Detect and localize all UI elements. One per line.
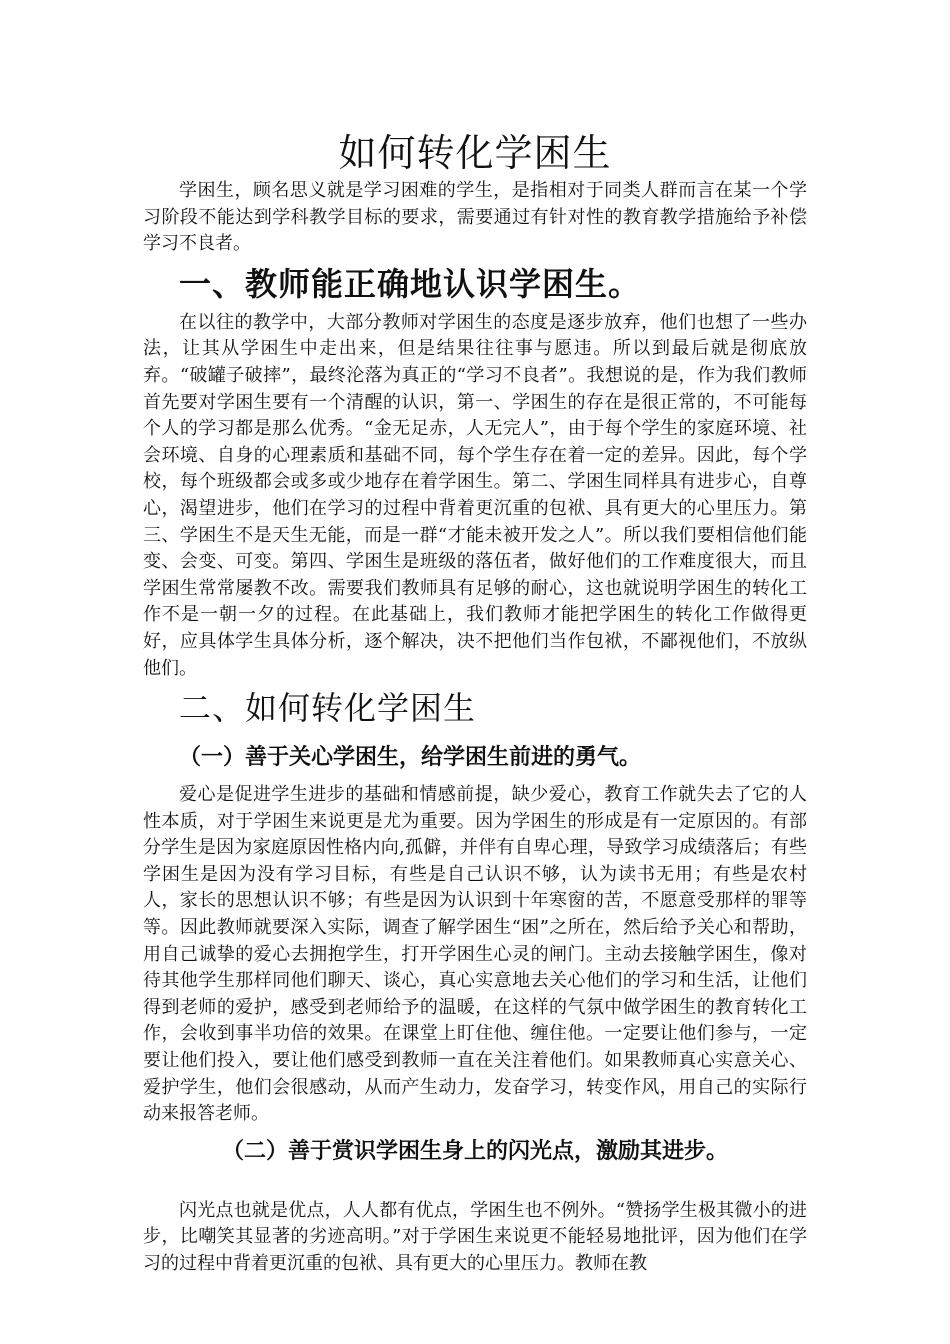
subsection-1-paragraph: 爱心是促进学生进步的基础和情感前提，缺少爱心，教育工作就失去了它的人性本质，对于学困生来说更是尤为重要。因为学困生的形成是有一定原因的。有部分学生是因为家庭原因性格内向,孤僻，并伴有自卑心理，导致学习成绩落后；有些学困生是因为没有学习目标，有些是自己认识不够，认为读书无用；有些是农村人，家长的思想认识不够；有些是因为认识到十年寒窗的苦，不愿意受那样的罪等等。因此教师就要深入实际，调查了解学困生“困”之所在，然后给予关心和帮助，用自己诚挚的爱心去拥抱学生，打开学困生心灵的闸门。主动去接触学困生，像对待其他学生那样同他们聊天、谈心，真心实意地去关心他们的学习和生活，让他们得到老师的爱护，感受到老师给予的温暖，在这样的气氛中做学困生的教育转化工作，会收到事半功倍的效果。在课堂上盯住他、缠住他。一定要让他们参与，一定要让他们投入，要让他们感受到教师一直在关注着他们。如果教师真心实意关心、爱护学生，他们会很感动，从而产生动力，发奋学习，转变作风，用自己的实际行动来报答老师。 xyxy=(143,784,807,1125)
subsection-1-heading: （一）善于关心学困生，给学困生前进的勇气。 xyxy=(179,745,642,771)
section-2-heading: 二、如何转化学困生 xyxy=(179,689,477,728)
intro-paragraph: 学困生，顾名思义就是学习困难的学生，是指相对于同类人群而言在某一个学习阶段不能达到学科教学目标的要求，需要通过有针对性的教育教学措施给予补偿学习不良者。 xyxy=(143,180,807,255)
subsection-2-heading: （二）善于赏识学困生身上的闪光点，激励其进步。 xyxy=(221,1138,728,1164)
subsection-2-paragraph: 闪光点也就是优点，人人都有优点，学困生也不例外。“赞扬学生极其微小的进步，比嘲笑其显著的劣迹高明。”对于学困生来说更不能轻易地批评，因为他们在学习的过程中背着更沉重的包袱、具有更大的心里压力。教师在教 xyxy=(143,1199,807,1274)
section-1-heading: 一、教师能正确地认识学困生。 xyxy=(179,264,642,303)
document-title: 如何转化学困生 xyxy=(338,131,612,175)
document-content xyxy=(143,128,807,1278)
section-1-paragraph: 在以往的教学中，大部分教师对学困生的态度是逐步放弃，他们也想了一些办法，让其从学困生中走出来，但是结果往往事与愿违。所以到最后就是彻底放弃。“破罐子破摔”，最终沦落为真正的“学习不良者”。我想说的是，作为我们教师首先要对学困生要有一个清醒的认识，第一、学困生的存在是很正常的，不可能每个人的学习都是那么优秀。“金无足赤，人无完人”，由于每个学生的家庭环境、社会环境、自身的心理素质和基础不同，每个学生存在着一定的差异。因此，每个学校，每个班级都会或多或少地存在着学困生。第二、学困生同样具有进步心，自尊心，渴望进步，他们在学习的过程中背着更沉重的包袱、具有更大的心里压力。第三、学困生不是天生无能，而是一群“才能未被开发之人”。所以我们要相信他们能变、会变、可变。第四、学困生是班级的落伍者，做好他们的工作难度很大，而且学困生常常屡教不改。需要我们教师具有足够的耐心，这也就说明学困生的转化工作不是一朝一夕的过程。在此基础上，我们教师才能把学困生的转化工作做得更好，应具体学生具体分析，逐个解决，决不把他们当作包袱，不鄙视他们，不放纵他们。 xyxy=(143,311,807,679)
